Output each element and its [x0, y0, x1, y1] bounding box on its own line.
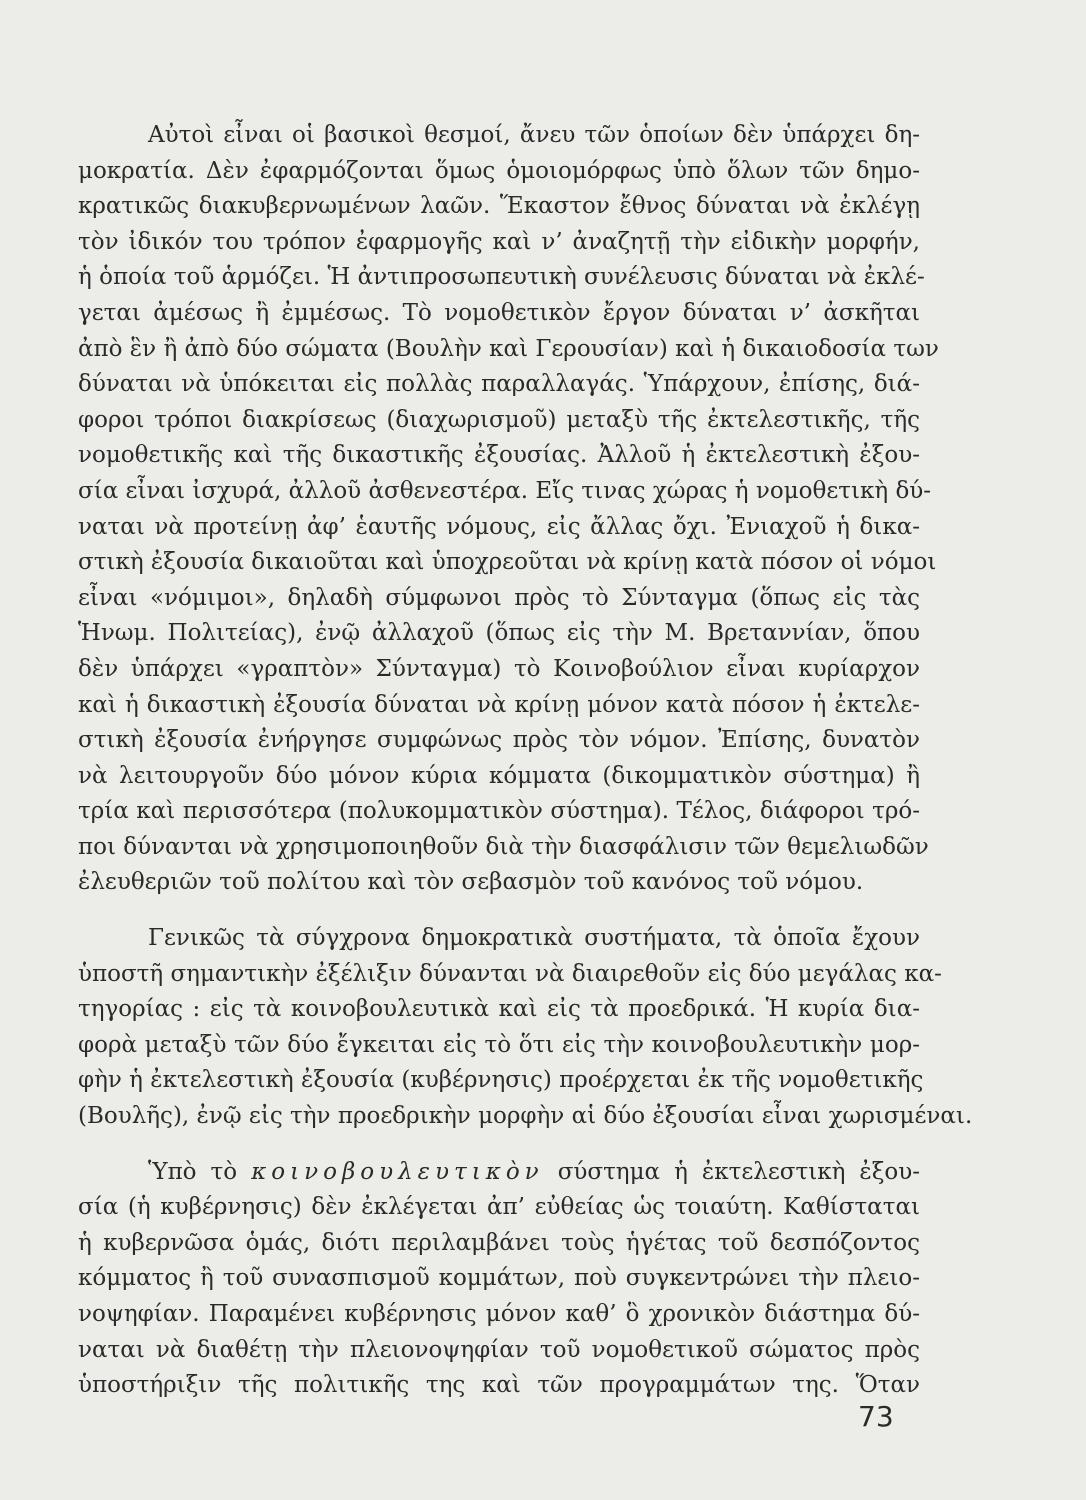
text-line: ναται νὰ διαθέτῃ τὴν πλειονοψηφίαν τοῦ νομοθετικοῦ σώματος πρὸς: [78, 1336, 920, 1363]
text-line: στικὴ ἐξουσία ἐνήργησε συμφώνως πρὸς τὸν νόμον. Ἐπίσης, δυνατὸν: [78, 727, 920, 754]
text-line: νὰ λειτουργοῦν δύο μόνον κύρια κόμματα (δικομματικὸν σύστημα) ἢ: [78, 762, 920, 789]
text-line: σία εἶναι ἰσχυρά, ἀλλοῦ ἀσθενεστέρα. Εἴς τινας χώρας ἡ νομοθετικὴ δύ-: [78, 477, 932, 504]
text-line: τηγορίας : εἰς τὰ κοινοβουλευτικὰ καὶ εἰς τὰ προεδρικά. Ἡ κυρία δια-: [78, 996, 920, 1023]
paragraph-1: [78, 118, 939, 901]
line-prefix: Ὑπὸ τὸ: [148, 1158, 238, 1185]
text-line: δύναται νὰ ὑπόκειται εἰς πολλὰς παραλλαγάς. Ὑπάρχουν, ἐπίσης, διά-: [78, 371, 920, 398]
text-line: νοψηφίαν. Παραμένει κυβέρνησις μόνον καθ’ ὃ χρονικὸν διάστημα δύ-: [78, 1301, 920, 1327]
text-line: γεται ἀμέσως ἢ ἐμμέσως. Τὸ νομοθετικὸν ἔργον δύναται ν’ ἀσκῆται: [78, 299, 920, 326]
text-line: καὶ ἡ δικαστικὴ ἐξουσία δύναται νὰ κρίνῃ μόνον κατὰ πόσον ἡ ἐκτελε-: [78, 691, 920, 718]
text-line: ἡ ὁποία τοῦ ἁρμόζει. Ἡ ἀντιπροσωπευτικὴ συνέλευσις δύναται νὰ ἐκλέ-: [78, 264, 925, 291]
text-line: ὑποστῆ σημαντικὴν ἐξέλιξιν δύνανται νὰ διαιρεθοῦν εἰς δύο μεγάλας κα-: [78, 960, 942, 987]
text-line: εἶναι «νόμιμοι», δηλαδὴ σύμφωνοι πρὸς τὸ Σύνταγμα (ὅπως εἰς τὰς: [78, 584, 920, 611]
text-line: κόμματος ἢ τοῦ συνασπισμοῦ κομμάτων, ποὺ συγκεντρώνει τὴν πλειο-: [78, 1265, 920, 1292]
body-text: [78, 118, 973, 1424]
text-line: Αὐτοὶ εἶναι οἱ βασικοὶ θεσμοί, ἄνευ τῶν ὁποίων δὲν ὑπάρχει δη-: [148, 122, 920, 148]
text-line: μοκρατία. Δὲν ἐφαρμόζονται ὅμως ὁμοιομόρφως ὑπὸ ὅλων τῶν δημο-: [78, 157, 920, 184]
text-line: φοροι τρόποι διακρίσεως (διαχωρισμοῦ) μεταξὺ τῆς ἐκτελεστικῆς, τῆς: [78, 406, 920, 433]
text-line: ἐλευθεριῶν τοῦ πολίτου καὶ τὸν σεβασμὸν τοῦ κανόνος τοῦ νόμου.: [78, 869, 864, 896]
text-line: ποι δύνανται νὰ χρησιμοποιηθοῦν διὰ τὴν διασφάλισιν τῶν θεμελιωδῶν: [78, 833, 929, 860]
text-line: ἡ κυβερνῶσα ὁμάς, διότι περιλαμβάνει τοὺς ἡγέτας τοῦ δεσπόζοντος: [78, 1229, 920, 1256]
text-line: τὸν ἰδικόν του τρόπον ἐφαρμογῆς καὶ ν’ ἀναζητῇ τὴν εἰδικὴν μορφήν,: [78, 228, 920, 255]
text-line: στικὴ ἐξουσία δικαιοῦται καὶ ὑποχρεοῦται νὰ κρίνῃ κατὰ πόσον οἱ νόμοι: [78, 549, 937, 576]
text-line: Γενικῶς τὰ σύγχρονα δημοκρατικὰ συστήματα, τὰ ὁποῖα ἔχουν: [148, 925, 920, 952]
paragraph-3: [78, 1155, 920, 1404]
text-line: νομοθετικῆς καὶ τῆς δικαστικῆς ἐξουσίας. Ἀλλοῦ ἡ ἐκτελεστικὴ ἐξου-: [78, 442, 920, 469]
text-line: ἀπὸ ἓν ἢ ἀπὸ δύο σώματα (Βουλὴν καὶ Γερουσίαν) καὶ ἡ δικαιοδοσία των: [78, 335, 939, 362]
text-line: [78, 1155, 920, 1191]
text-line: κρατικῶς διακυβερνωμένων λαῶν. Ἕκαστον ἔθνος δύναται νὰ ἐκλέγῃ: [78, 193, 920, 220]
text-line: Ἡνωμ. Πολιτείας), ἐνῷ ἀλλαχοῦ (ὅπως εἰς τὴν Μ. Βρεταννίαν, ὅπου: [78, 620, 920, 647]
text-line: δὲν ὑπάρχει «γραπτὸν» Σύνταγμα) τὸ Κοινοβούλιον εἶναι κυρίαρχον: [78, 655, 920, 682]
paragraph-2: [78, 921, 973, 1135]
text-line: σία (ἡ κυβέρνησις) δὲν ἐκλέγεται ἀπ’ εὐθείας ὡς τοιαύτη. Καθίσταται: [78, 1194, 920, 1221]
page-number: 73: [858, 1400, 894, 1433]
text-line: ὑποστήριξιν τῆς πολιτικῆς της καὶ τῶν προγραμμάτων της. Ὅταν: [78, 1372, 920, 1399]
text-line: φορὰ μεταξὺ τῶν δύο ἔγκειται εἰς τὸ ὅτι εἰς τὴν κοινοβουλευτικὴν μορ-: [78, 1031, 920, 1058]
text-line: (Βουλῆς), ἐνῷ εἰς τὴν προεδρικὴν μορφὴν αἱ δύο ἐξουσίαι εἶναι χωρισμέναι.: [78, 1103, 973, 1130]
emphasized-term: κοινοβουλευτικὸν: [251, 1158, 544, 1185]
text-line: ναται νὰ προτείνῃ ἀφ’ ἑαυτῆς νόμους, εἰς ἄλλας ὄχι. Ἐνιαχοῦ ἡ δικα-: [78, 513, 920, 540]
text-line: φὴν ἡ ἐκτελεστικὴ ἐξουσία (κυβέρνησις) προέρχεται ἐκ τῆς νομοθετικῆς: [78, 1067, 924, 1094]
line-suffix: σύστημα ἡ ἐκτελεστικὴ ἐξου-: [557, 1158, 921, 1185]
text-line: τρία καὶ περισσότερα (πολυκομματικὸν σύστημα). Τέλος, διάφοροι τρό-: [78, 798, 920, 825]
